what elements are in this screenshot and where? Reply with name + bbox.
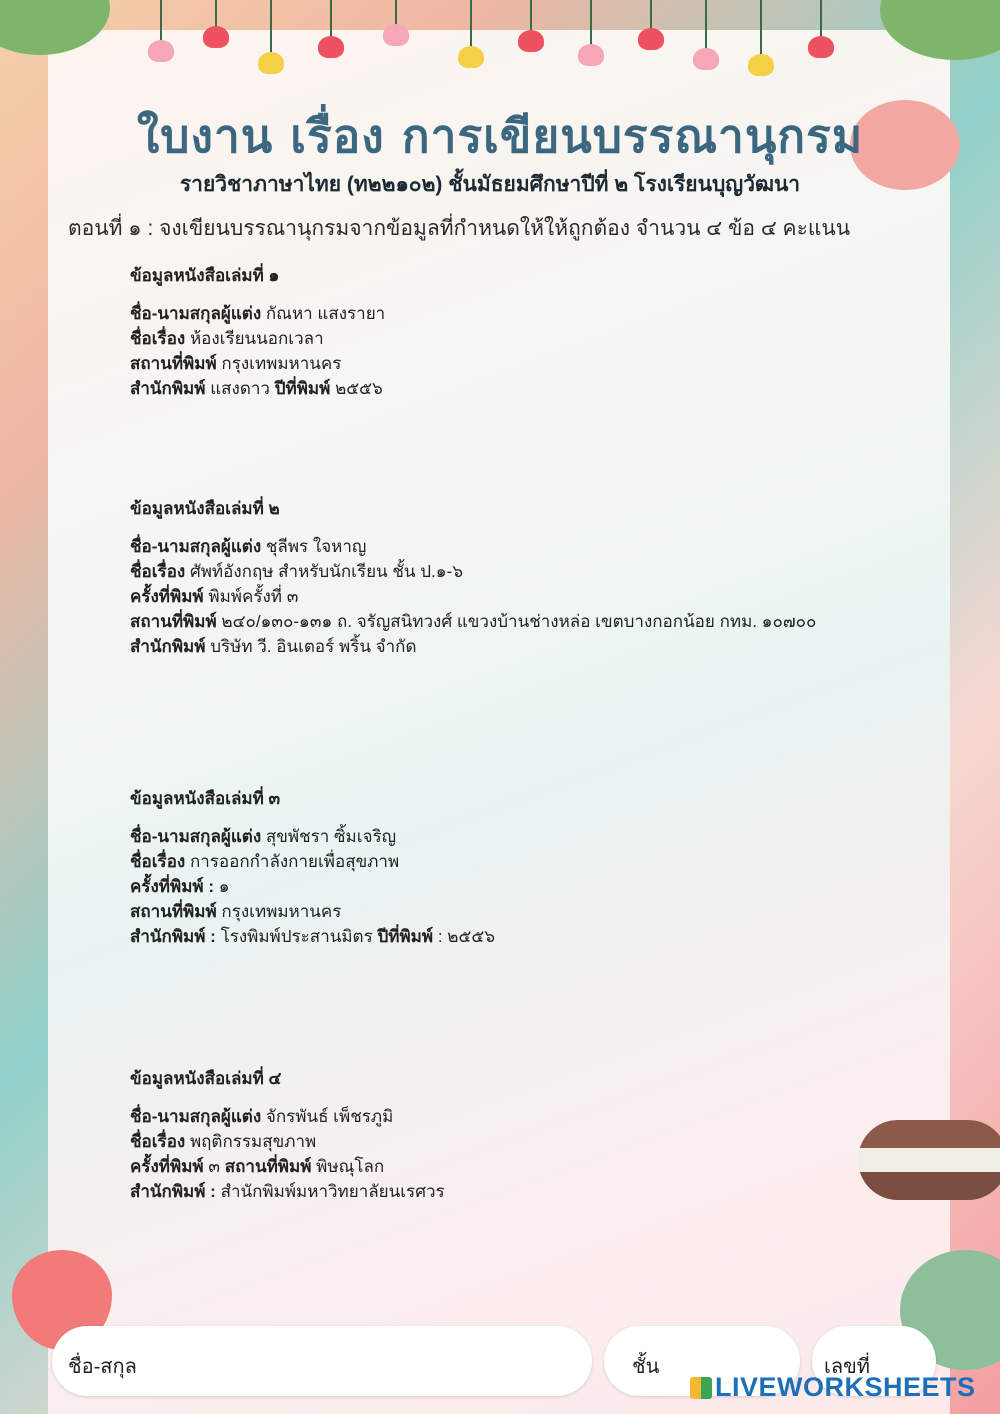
publisher-line: สำนักพิมพ์ แสงดาว ปีที่พิมพ์ ๒๕๕๖	[130, 379, 383, 398]
edition-line: ครั้งที่พิมพ์ : ๑	[130, 877, 230, 896]
publisher-line: สำนักพิมพ์ : สำนักพิมพ์มหาวิทยาลัยนเรศวร	[130, 1182, 445, 1201]
place-line: สถานที่พิมพ์ กรุงเทพมหานคร	[130, 902, 342, 921]
name-field[interactable]	[52, 1326, 592, 1396]
book-info-2	[130, 495, 910, 659]
hanging-flowers-decoration	[0, 0, 1000, 100]
title-line: ชื่อเรื่อง ศัพท์อังกฤษ สำหรับนักเรียน ชั้น ป.๑-๖	[130, 562, 464, 581]
liveworksheets-logo: LIVEWORKSHEETS	[690, 1372, 976, 1403]
place-line: สถานที่พิมพ์ กรุงเทพมหานคร	[130, 354, 342, 373]
book-info-4	[130, 1065, 910, 1204]
book-heading: ข้อมูลหนังสือเล่มที่ ๒	[130, 499, 280, 518]
author-line: ชื่อ-นามสกุลผู้แต่ง สุขพัชรา ซิ้มเจริญ	[130, 827, 397, 846]
edition-place-line: ครั้งที่พิมพ์ ๓ สถานที่พิมพ์ พิษณุโลก	[130, 1157, 385, 1176]
author-line: ชื่อ-นามสกุลผู้แต่ง จักรพันธ์ เพ็ชรภูมิ	[130, 1107, 394, 1126]
title-line: ชื่อเรื่อง พฤติกรรมสุขภาพ	[130, 1132, 317, 1151]
liveworksheets-logo-icon	[690, 1377, 712, 1399]
book-heading: ข้อมูลหนังสือเล่มที่ ๑	[130, 266, 280, 285]
author-line: ชื่อ-นามสกุลผู้แต่ง กัณหา แสงรายา	[130, 304, 386, 323]
title-line: ชื่อเรื่อง ห้องเรียนนอกเวลา	[130, 329, 324, 348]
number-field-label: เลขที่	[824, 1356, 870, 1378]
worksheet-subtitle: รายวิชาภาษาไทย (ท๒๒๑๐๒) ชั้นมัธยมศึกษาปีที่ ๒ โรงเรียนบุญวัฒนา	[179, 173, 801, 196]
place-line: สถานที่พิมพ์ ๒๔๐/๑๓๐-๑๓๑ ถ. จรัญสนิทวงศ์ แขวงบ้านช่างหล่อ เขตบางกอกน้อย กทม. ๑๐๗๐๐	[130, 612, 817, 631]
book-info-3	[130, 785, 910, 949]
book-heading: ข้อมูลหนังสือเล่มที่ ๔	[130, 1069, 282, 1088]
book-heading: ข้อมูลหนังสือเล่มที่ ๓	[130, 789, 281, 808]
publisher-line: สำนักพิมพ์ บริษัท วี. อินเตอร์ พริ้น จำกัด	[130, 637, 417, 656]
publisher-line: สำนักพิมพ์ : โรงพิมพ์ประสานมิตร ปีที่พิมพ์ : ๒๕๕๖	[130, 927, 496, 946]
worksheet-title: ใบงาน เรื่อง การเขียนบรรณานุกรม	[136, 109, 864, 163]
name-field-label: ชื่อ-สกุล	[68, 1356, 137, 1378]
author-line: ชื่อ-นามสกุลผู้แต่ง ชุลีพร ใจหาญ	[130, 537, 367, 556]
part-instruction: ตอนที่ ๑ : จงเขียนบรรณานุกรมจากข้อมูลที่กำหนดให้ให้ถูกต้อง จำนวน ๔ ข้อ ๔ คะแนน	[68, 217, 851, 240]
title-line: ชื่อเรื่อง การออกกำลังกายเพื่อสุขภาพ	[130, 852, 400, 871]
book-info-1	[130, 262, 910, 401]
edition-line: ครั้งที่พิมพ์ พิมพ์ครั้งที่ ๓	[130, 587, 299, 606]
class-field-label: ชั้น	[632, 1356, 660, 1378]
